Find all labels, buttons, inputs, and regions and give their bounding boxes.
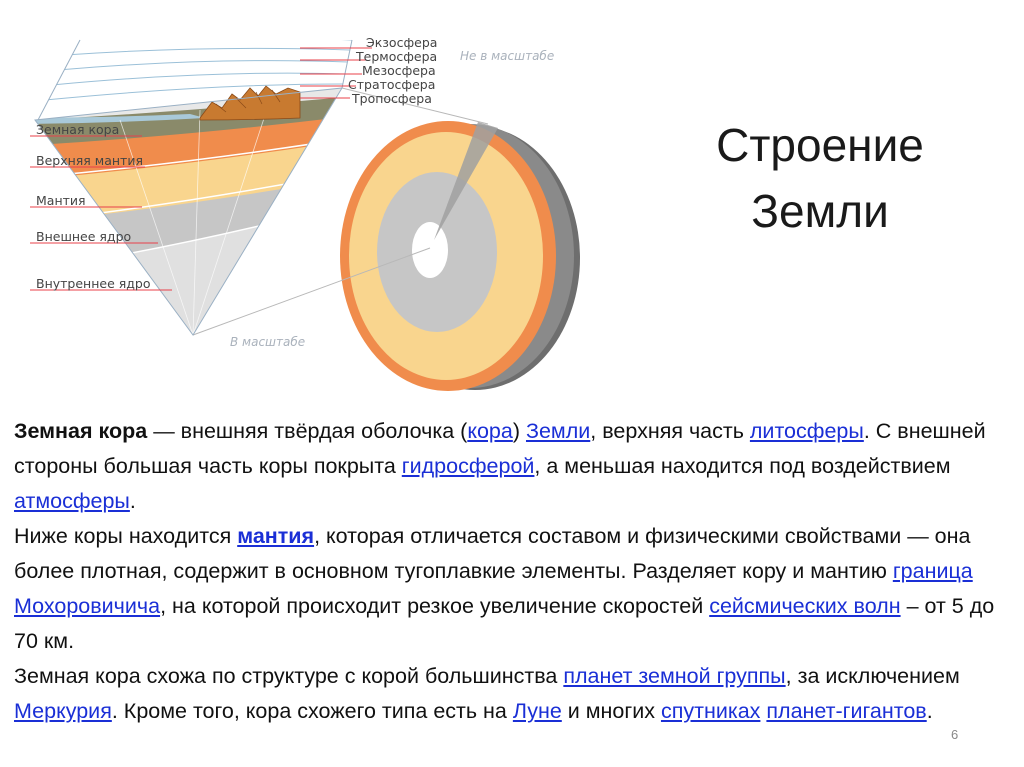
link-atmosphere[interactable]: атмосферы — [14, 489, 130, 513]
globe-inner-core — [412, 222, 448, 278]
label-stratosphere: Стратосфера — [348, 77, 436, 92]
link-moho[interactable]: граница Мохоровичича — [14, 559, 973, 618]
link-earth[interactable]: Земли — [525, 419, 591, 443]
paragraph-mantle: Ниже коры находится мантия, которая отличается составом и физическими свойствами — она более плотная, содержит в основном тугоплавкие элементы. Разделяет кору и мантию граница Мохоровичича, на которой происходит резкое увеличение скоростей сейсмических волн – от 5 до 70 км. — [14, 524, 995, 653]
earth-structure-diagram — [0, 0, 600, 400]
slide-title-line2: Земли — [751, 185, 889, 237]
slide-title-line1: Строение — [716, 119, 924, 171]
link-lithosphere[interactable]: литосферы — [749, 419, 864, 443]
link-mercury[interactable]: Меркурия — [14, 699, 112, 723]
link-giant-planets[interactable]: планет-гигантов — [766, 699, 927, 723]
link-terrestrial-planets[interactable]: планет земной группы — [563, 664, 786, 688]
paragraph-crust: Земная кора — внешняя твёрдая оболочка (кора) Земли, верхняя часть литосферы. С внешней стороны большая часть коры покрыта гидросферой, а меньшая находится под воздействием атмосферы. — [14, 419, 986, 513]
label-inner-core: Внутреннее ядро — [36, 276, 151, 291]
link-seismic-waves[interactable]: сейсмических волн — [709, 594, 901, 618]
page-number: 6 — [951, 727, 959, 742]
label-troposphere: Тропосфера — [352, 91, 432, 106]
label-upper-mantle: Верхняя мантия — [36, 153, 143, 168]
atmosphere-fan — [45, 37, 352, 101]
body-text — [14, 414, 1014, 729]
term-earth-crust: Земная кора — [14, 419, 148, 443]
link-moon[interactable]: Луне — [512, 699, 562, 723]
link-satellites[interactable]: спутниках — [660, 699, 761, 723]
label-exosphere: Экзосфера — [366, 35, 438, 50]
label-not-to-scale: Не в масштабе — [460, 49, 555, 63]
link-mantle[interactable]: мантия — [237, 524, 315, 548]
link-hydrosphere[interactable]: гидросферой — [401, 454, 535, 478]
link-crust[interactable]: кора — [467, 419, 513, 443]
paragraph-planets: Земная кора схожа по структуре с корой большинства планет земной группы, за исключением Меркурия. Кроме того, кора схожего типа есть на Луне и многих спутниках планет-гигантов. — [14, 664, 960, 723]
slide-title — [650, 112, 990, 244]
label-mesosphere: Мезосфера — [362, 63, 436, 78]
label-thermosphere: Термосфера — [356, 49, 438, 64]
label-mantle: Мантия — [36, 193, 86, 208]
label-outer-core: Внешнее ядро — [36, 229, 132, 244]
label-to-scale: В масштабе — [230, 335, 306, 349]
label-crust: Земная кора — [36, 122, 120, 137]
